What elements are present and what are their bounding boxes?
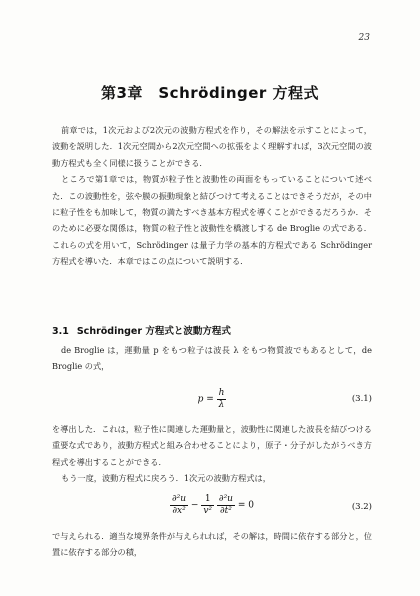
equation-label: (3.1) bbox=[351, 394, 372, 404]
paragraph: de Broglie は，運動量 p をもつ粒子は波長 λ をもつ物質波でもあるとして，de Broglie の式， bbox=[52, 345, 372, 372]
fraction-denominator: ∂t² bbox=[220, 506, 232, 516]
equation-3-1 bbox=[52, 388, 372, 414]
section-heading bbox=[52, 323, 231, 337]
paragraph: を導出した．これは，粒子性に関連した運動量と，波動性に関連した波長を結びつける重要な式であり，波動方程式と組み合わせることにより，原子・分子がしたがうべき方程式を導出することができる． bbox=[52, 424, 372, 467]
minus-sign: − bbox=[190, 500, 199, 511]
section-text-block bbox=[52, 528, 372, 561]
section-text-block bbox=[52, 342, 372, 375]
section-text-block bbox=[52, 421, 372, 487]
paragraph: もう一度，波動方程式に戻ろう．1次元の波動方程式は， bbox=[61, 473, 271, 484]
paragraph: 前章では，1次元および2次元の波動方程式を作り，その解法を示すことによって，波動を説明した．1次元空間から2次元空間への拡張をよく理解すれば，3次元空間の波動方程式も全く同様に扱うことができる． bbox=[52, 125, 372, 168]
page-number: 23 bbox=[358, 33, 370, 43]
fraction bbox=[201, 494, 214, 517]
intro-section bbox=[52, 122, 372, 270]
fraction bbox=[217, 388, 227, 411]
equation-lhs: p = bbox=[197, 394, 214, 405]
fraction-denominator: λ bbox=[218, 400, 225, 410]
fraction-numerator: 1 bbox=[201, 494, 214, 506]
equation-3-2 bbox=[52, 494, 372, 522]
fraction-denominator: ∂x² bbox=[172, 506, 186, 516]
fraction-denominator: v² bbox=[203, 506, 213, 516]
paragraph: で与えられる．適当な境界条件が与えられれば，その解は，時間に依存する部分と，位置に依存する部分の積， bbox=[52, 531, 372, 558]
equation-label: (3.2) bbox=[351, 502, 372, 512]
chapter-title: 第3章 Schrödinger 方程式 bbox=[100, 84, 320, 102]
section-number: 3.1 bbox=[52, 326, 69, 337]
fraction bbox=[170, 494, 188, 517]
fraction-numerator: ∂²u bbox=[218, 494, 233, 504]
paragraph: ところで第1章では，物質が粒子性と波動性の両面をもっていることについて述べた．この波動性を，弦や膜の振動現象と結びつけて考えることはできそうだが，その中に粒子性をも加味して，物質の満たすべき基本方程式を導くことができるだろうか．そのために必要な関係は，物質の粒子性と波動性を橋渡しする de Broglie の式である．これらの式を用いて，Schrödinger は量子力学の基本的方程式である Schrödinger 方程式を導いた．本章ではこの点について説明する． bbox=[52, 174, 372, 267]
fraction bbox=[217, 494, 235, 517]
fraction-numerator: h bbox=[218, 388, 225, 398]
fraction-numerator: ∂²u bbox=[171, 494, 187, 504]
section-title: Schrödinger 方程式と波動方程式 bbox=[76, 326, 231, 337]
equals-zero: = 0 bbox=[237, 500, 254, 511]
